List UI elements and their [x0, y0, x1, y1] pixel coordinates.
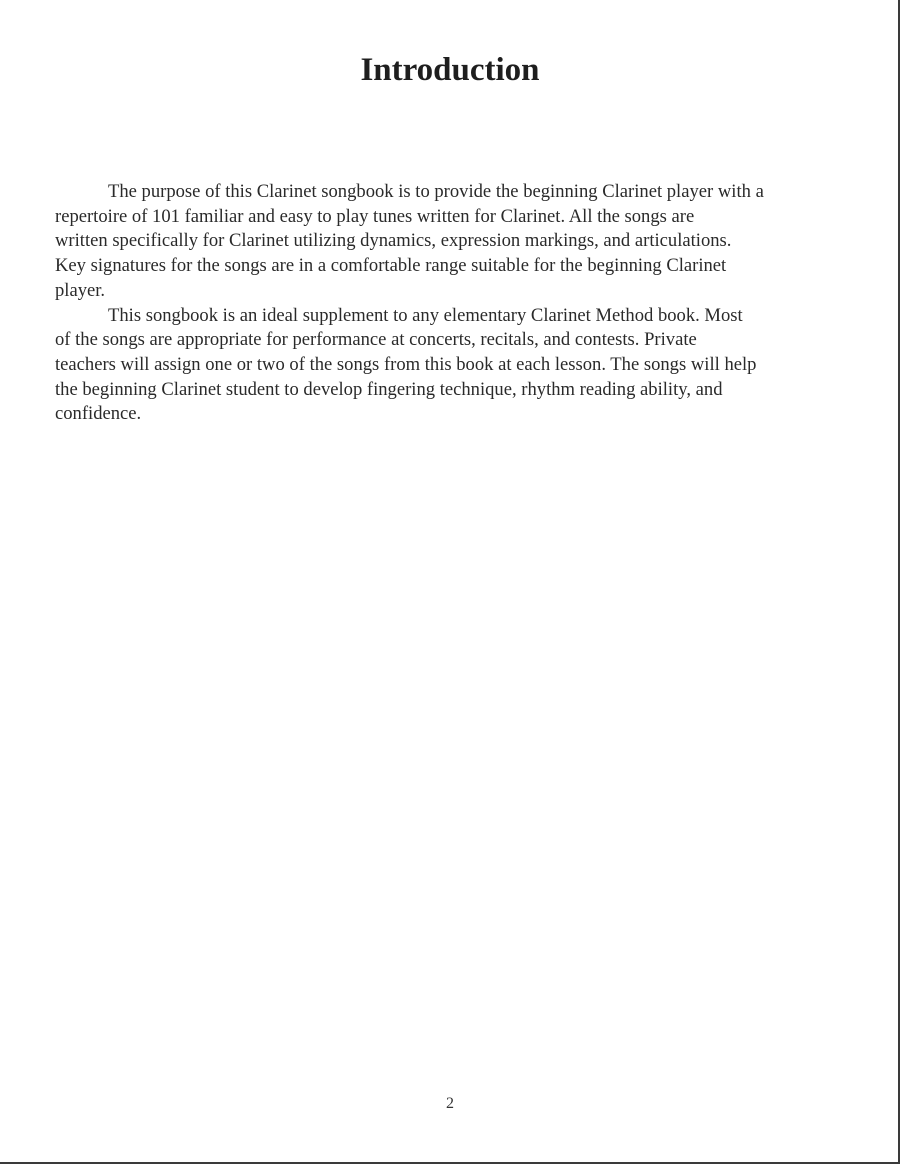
- text-line: repertoire of 101 familiar and easy to play tunes written for Clarinet. All the songs are: [55, 205, 695, 227]
- text-line: Key signatures for the songs are in a comfortable range suitable for the beginning Clarinet: [55, 255, 727, 277]
- text-line: the beginning Clarinet student to develop fingering technique, rhythm reading ability, and: [55, 378, 723, 400]
- paragraph-purpose: [55, 180, 855, 304]
- text-line: The purpose of this Clarinet songbook is to provide the beginning Clarinet player with a: [108, 181, 764, 202]
- text-line: This songbook is an ideal supplement to any elementary Clarinet Method book. Most: [108, 304, 743, 326]
- text-line: of the songs are appropriate for performance at concerts, recitals, and contests. Private: [55, 329, 697, 351]
- text-line: teachers will assign one or two of the songs from this book at each lesson. The songs will help: [55, 353, 757, 375]
- page-number: 2: [446, 1095, 454, 1112]
- page-title: Introduction: [360, 52, 540, 88]
- text-line: written specifically for Clarinet utilizing dynamics, expression markings, and articulations.: [55, 230, 732, 252]
- text-line: player.: [55, 279, 106, 301]
- body-text: [55, 180, 855, 427]
- text-line: confidence.: [55, 403, 142, 425]
- paragraph-supplement: [55, 304, 855, 428]
